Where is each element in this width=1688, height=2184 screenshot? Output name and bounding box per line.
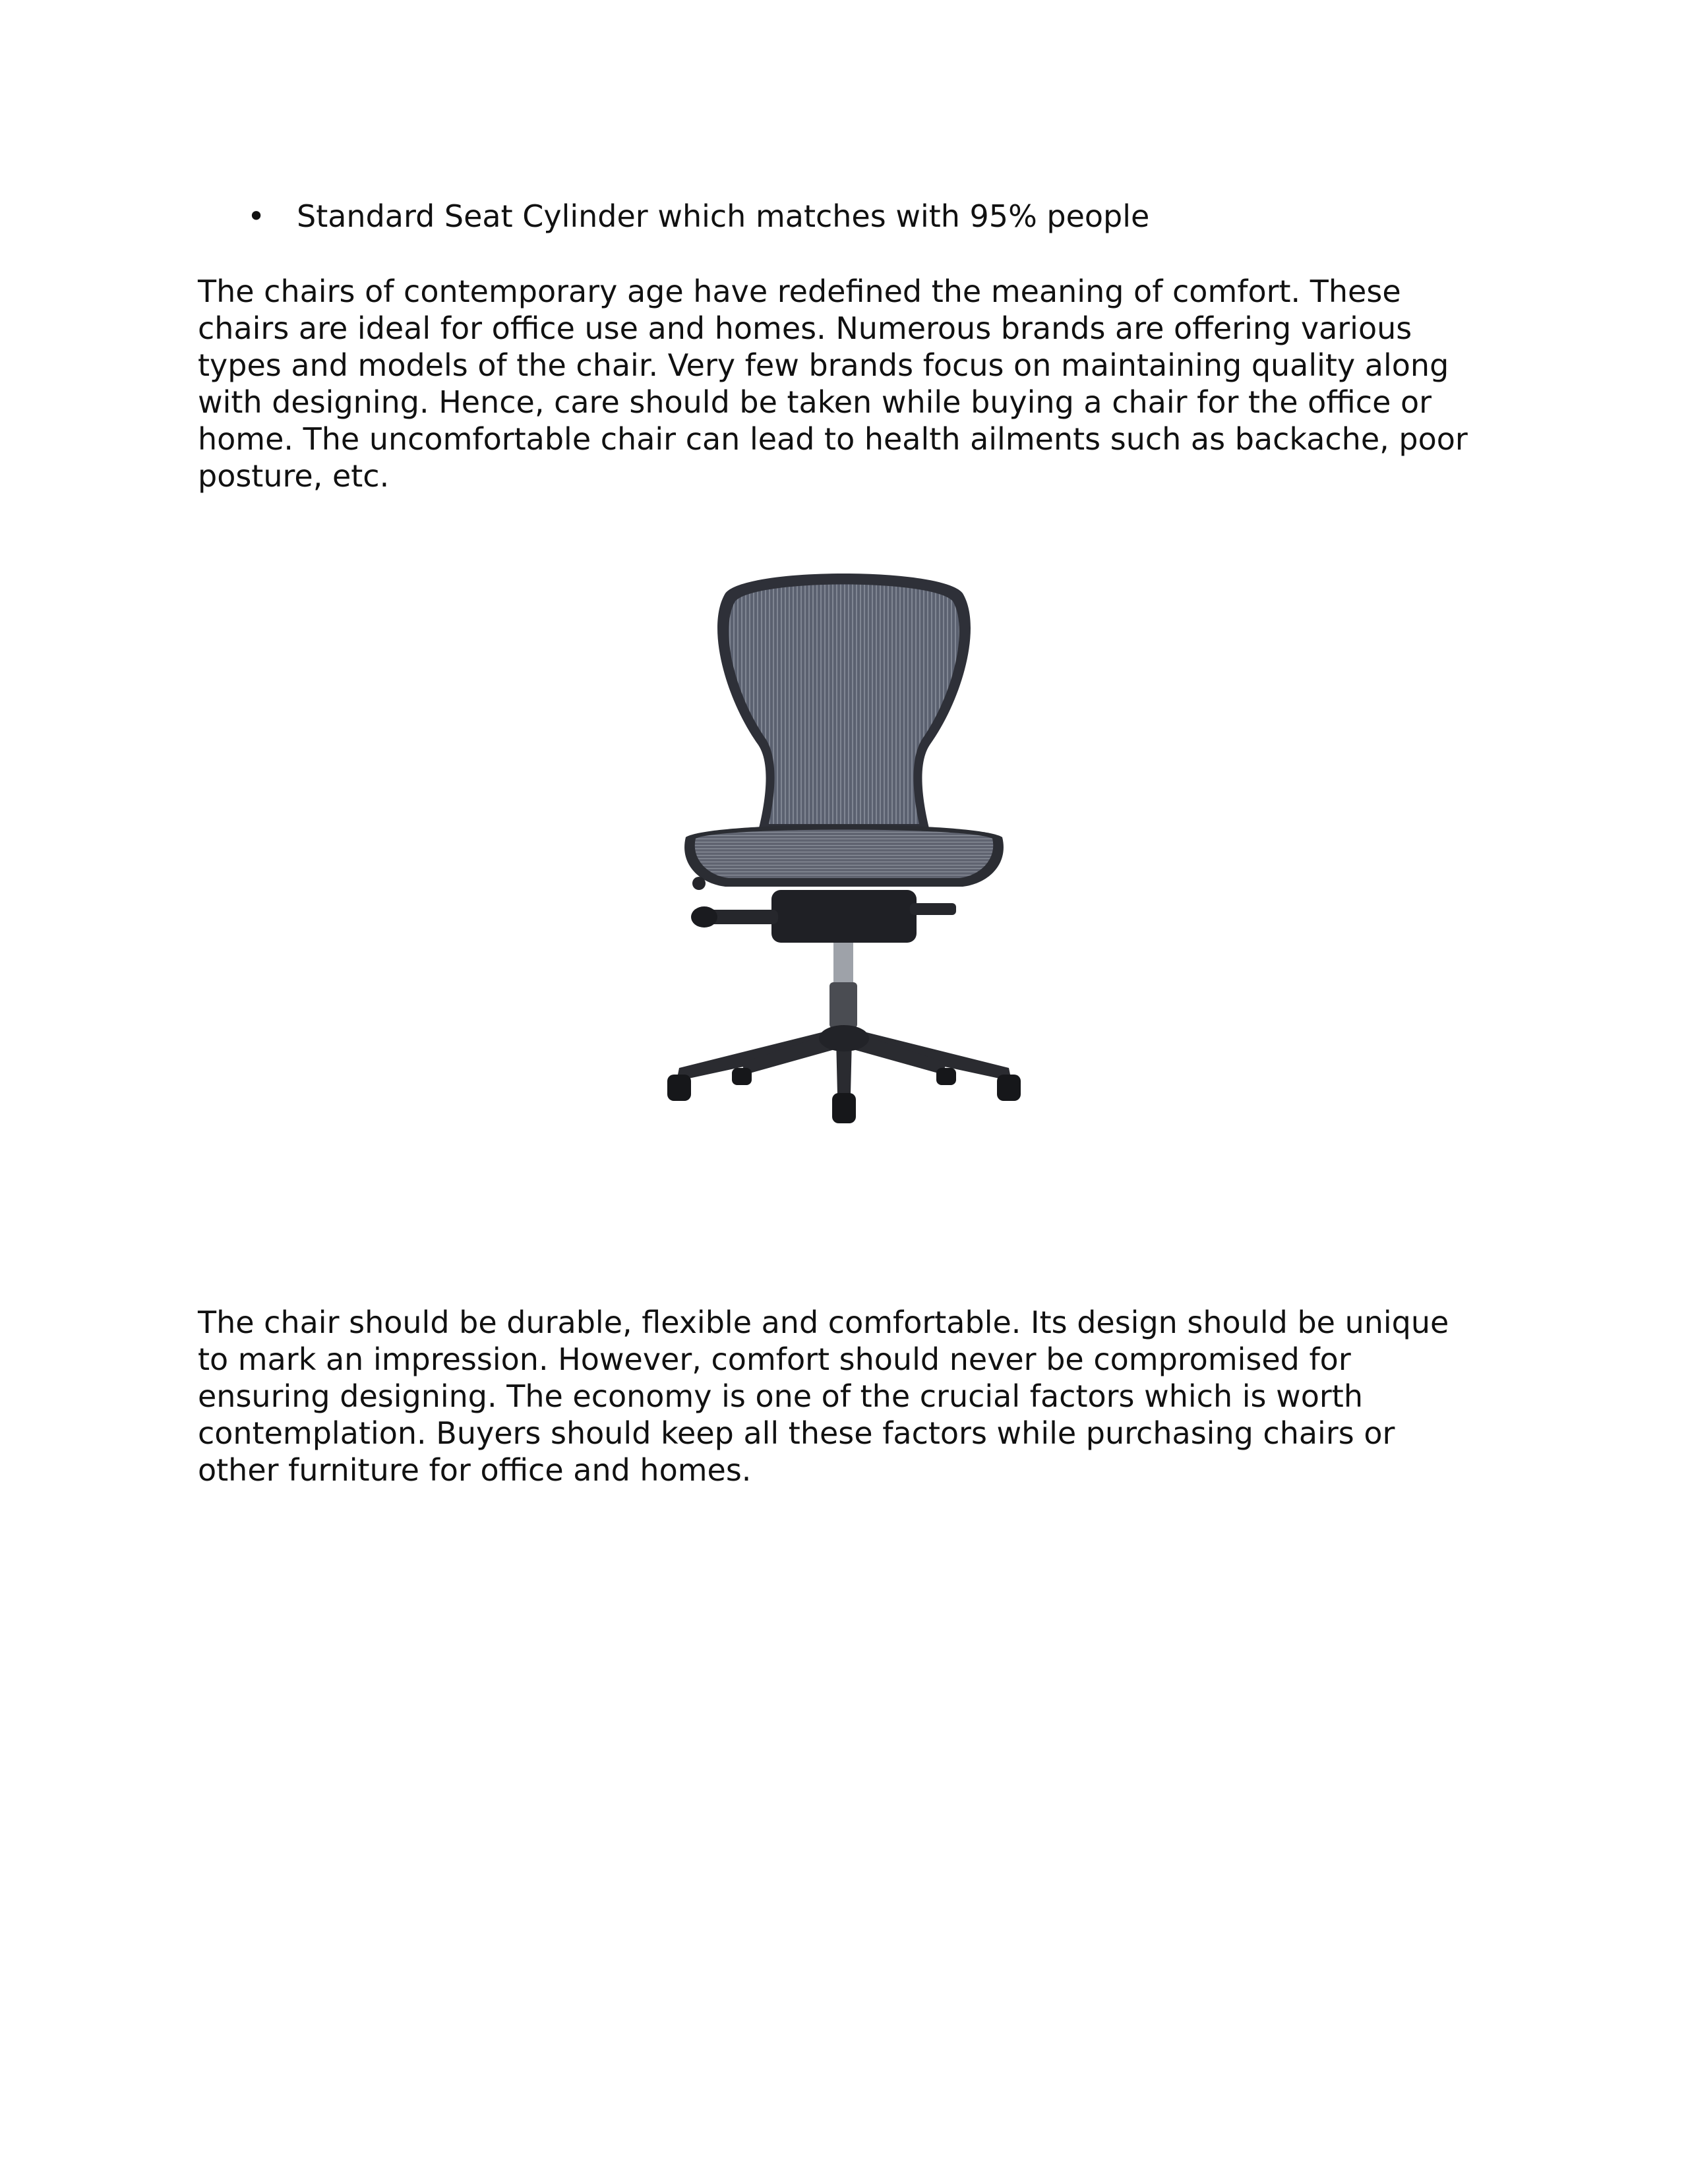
bullet-list (198, 195, 1517, 237)
bullet-dot-icon: • (247, 198, 266, 234)
office-chair-image (653, 554, 1035, 1134)
bullet-item (198, 195, 1517, 237)
bullet-text: Standard Seat Cylinder which matches with 95% people (297, 198, 1150, 234)
conclusion-paragraph: The chair should be durable, flexible and comfortable. Its design should be unique to mark an impression. However, comfort should never be compromised for ensuring designing. The economy is one of the crucial factors which is worth contemplation. Buyers should keep all these factors while purchasing chairs or other furniture for office and homes. (198, 1305, 1449, 1488)
intro-paragraph: The chairs of contemporary age have redefined the meaning of comfort. These chairs are ideal for office use and homes. Numerous brands are offering various types and models of the chair. Very few brands focus on maintaining quality along with designing. Hence, care should be taken while buying a chair for the office or home. The uncomfortable chair can lead to health ailments such as backache, poor posture, etc. (198, 274, 1468, 494)
chair-base (677, 1025, 1011, 1094)
